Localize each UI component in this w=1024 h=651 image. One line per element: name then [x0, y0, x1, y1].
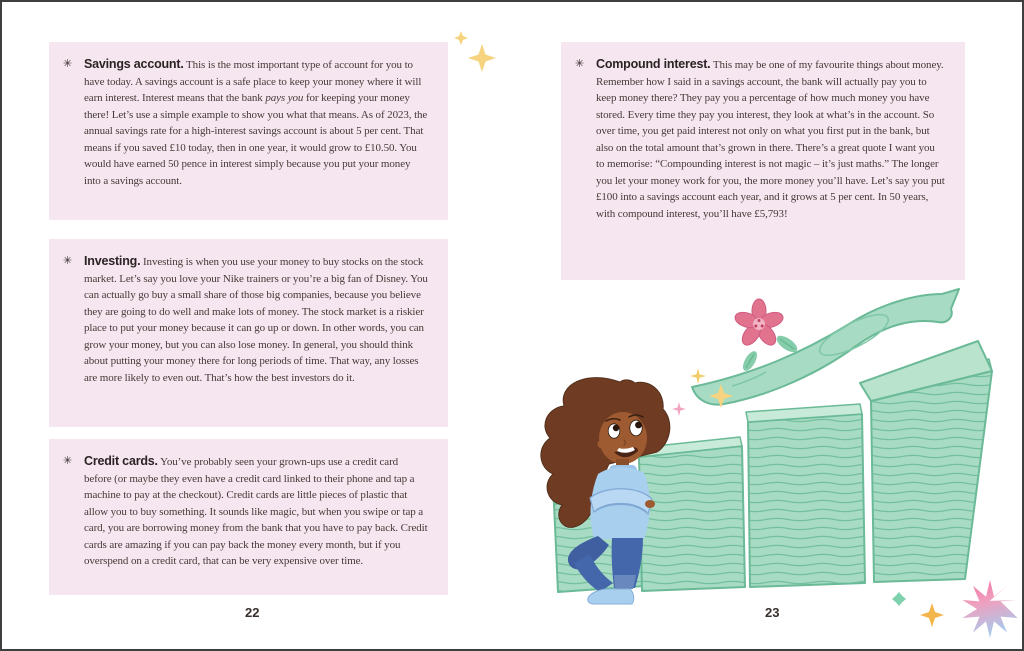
asterisk-bullet-icon: ✳ [63, 254, 73, 267]
asterisk-bullet-icon: ✳ [575, 57, 585, 70]
section-savings-account [49, 42, 448, 220]
section-text [596, 56, 945, 222]
page-number-left: 22 [245, 605, 260, 620]
section-body: Investing is when you use your money to buy stocks on the stock market. Let’s say you love your Nike trainers or you’re a big fan of Disney. You can actually go buy a small share of those big companies, because you believe they are going to do well and make lots of money. The stock market is a riskier place to put your money because it can go up or down. In other words, you can grow your money, but you can also lose money. In general, you should think about putting your money there for long periods of time. That way, any losses are more likely to even out. That’s how the best investors do it. [84, 256, 428, 384]
section-text [84, 56, 428, 189]
money-stack-3 [746, 404, 865, 587]
section-body: This is the most important type of account for you to have today. A savings account is a safe place to keep your money where it will earn interest. Interest means that the bank pays you for keeping your money there! Let’s use a simple example to show you what that means. As of 2023, the annual savings rate for a high-interest savings account is about 5 per cent. That means if you saved £10 today, then in one year, it would grow to £10.50. You would have earned 50 pence in interest simply because you put your money into a savings account. [84, 59, 428, 187]
section-body: You’ve probably seen your grown-ups use a credit card before (or maybe they even have a credit card linked to their phone and tap a machine to pay at the checkout). Credit cards are little pieces of plastic that allow you to buy something. It sounds like magic, but when you swipe or tap a card, you are borrowing money from the bank that you have to pay back. Credit cards are amazing if you can pay back the money every month, but if you overspend on a credit card, that can be very expensive over time. [84, 456, 428, 567]
sparkle-plus-mid-yellow [690, 368, 706, 384]
money-stack-2 [637, 437, 745, 591]
page-number-right: 23 [765, 605, 780, 620]
sparkle-plus-mid-pink [672, 402, 686, 416]
section-investing [49, 239, 448, 427]
asterisk-bullet-icon: ✳ [63, 57, 73, 70]
section-title: Credit cards. [84, 454, 158, 468]
starburst-decoration [962, 580, 1017, 638]
sparkle-diamond-green [892, 592, 906, 606]
section-credit-cards [49, 439, 448, 595]
sparkle-star-top [468, 44, 496, 72]
asterisk-bullet-icon: ✳ [63, 454, 73, 467]
section-title: Investing. [84, 254, 141, 268]
section-text [84, 453, 428, 570]
section-title: Compound interest. [596, 57, 711, 71]
sparkle-plus-top [454, 31, 468, 45]
girl-shoe [588, 589, 634, 604]
sparkle-star-orange [920, 603, 944, 627]
section-title: Savings account. [84, 57, 184, 71]
section-compound-interest [561, 42, 965, 280]
section-text [84, 253, 428, 386]
section-body: This may be one of my favourite things about money. Remember how I said in a savings account, the bank will actually pay you to keep money there? They pay you a percentage of how much money you have stored. Every time they pay you interest, they look at what’s in the account. So over time, you get paid interest not only on what you first put in the bank, but also on the total amount that’s grown in there. There’s a great quote I want you to memorise: “Compounding interest is not magic – it’s just maths.” The longer you let your money work for you, the more money you’ll have. Let’s say you put £100 into a savings account each year, and it grows at 5 per cent. In 50 years, with compound interest, you’ll have £5,793! [596, 59, 945, 220]
